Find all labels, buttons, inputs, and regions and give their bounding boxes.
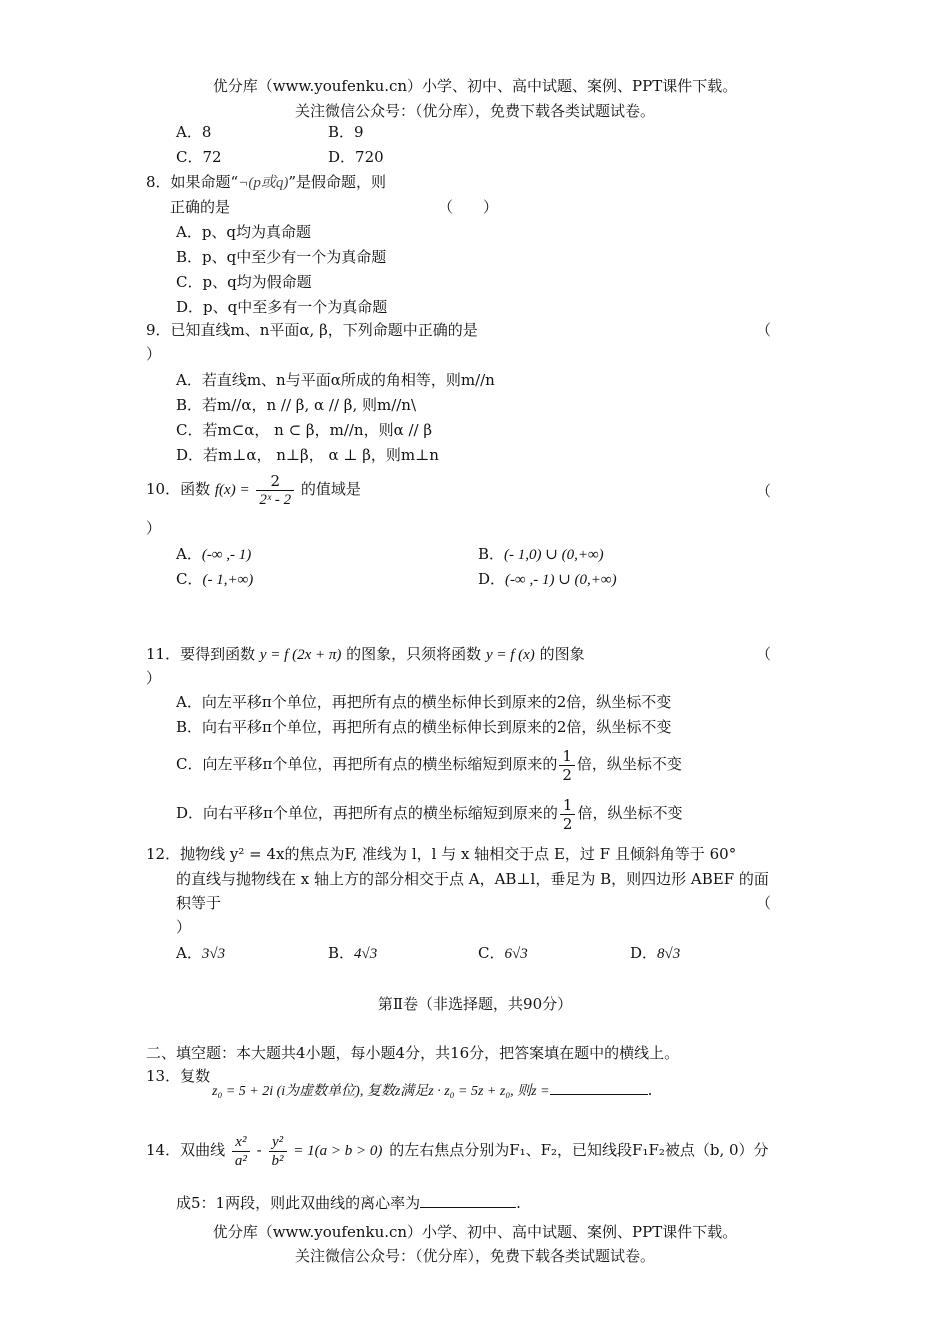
- q7-option-b: B．9: [328, 123, 364, 141]
- q8-stem: 8．如果命题“¬(p或q)”是假命题，则: [146, 173, 387, 191]
- q8-answer-paren: （ ）: [438, 198, 499, 216]
- q12-paren-left: （: [756, 894, 772, 912]
- q11-option-a: A．向左平移π个单位，再把所有点的横坐标伸长到原来的2倍，纵坐标不变: [176, 693, 672, 711]
- q9-option-d: D．若m⊥α， n⊥β， α ⊥ β，则m⊥n: [176, 446, 439, 464]
- q9-option-a: A．若直线m、n与平面α所成的角相等，则m//n: [176, 371, 495, 389]
- q10-option-b: B．(- 1,0) ∪ (0,+∞): [478, 545, 604, 563]
- q9-stem: 9．已知直线m、n平面α, β，下列命题中正确的是: [146, 321, 478, 339]
- q13-answer-blank[interactable]: [550, 1080, 648, 1095]
- fill-in-intro: 二、填空题：本大题共4小题，每小题4分，共16分，把答案填在题中的横线上。: [146, 1044, 680, 1062]
- q10-fraction: $\frac{2}{\text{2ˣ - 2}}$: [256, 472, 294, 509]
- q11-paren-left: （: [756, 645, 772, 663]
- q14-y-fraction: $\frac{\text{y²}}{\text{b²}}$: [269, 1133, 287, 1170]
- q10-paren-left: （: [756, 482, 772, 500]
- q13-expression: z₀ = 5 + 2i (i为虚数单位), 复数z满足z · z₀ = 5z + z₀, 则z = .: [212, 1081, 653, 1099]
- q11-paren-right: ）: [146, 669, 162, 687]
- q7-option-a: A．8: [176, 123, 212, 141]
- q11-c-half-fraction: $\frac{1}{2}$: [559, 747, 575, 784]
- q8-stem-cont: 正确的是: [170, 198, 231, 216]
- q8-option-a: A．p、q均为真命题: [176, 223, 312, 241]
- q10-option-c: C．(- 1,+∞): [176, 570, 254, 588]
- q12-line-2: 的直线与抛物线在 x 轴上方的部分相交于点 A，AB⊥l，垂足为 B，则四边形 ABEF 的面: [176, 870, 769, 888]
- q12-option-c: C．6√3: [478, 944, 528, 962]
- q7-option-d: D．720: [328, 148, 384, 166]
- q9-paren-right: ）: [146, 345, 162, 363]
- q14-answer-blank[interactable]: [420, 1193, 516, 1208]
- q9-option-b: B．若m//α，n // β, α // β, 则m//n\: [176, 396, 417, 414]
- q12-line-3: 积等于: [176, 894, 222, 912]
- q8-option-c: C．p、q均为假命题: [176, 273, 312, 291]
- q8-option-b: B．p、q中至少有一个为真命题: [176, 248, 387, 266]
- q11-stem: 11．要得到函数 y = f (2x + π) 的图象，只须将函数 y = f (x) 的图象: [146, 645, 585, 663]
- q14-x-fraction: $\frac{\text{x²}}{\text{a²}}$: [232, 1133, 250, 1170]
- header-line-1: 优分库（www.youfenku.cn）小学、初中、高中试题、案例、PPT课件下载。: [212, 77, 738, 95]
- q9-option-c: C．若m⊂α， n ⊂ β，m//n，则α // β: [176, 421, 433, 439]
- q12-line-1: 12．抛物线 y² = 4x的焦点为F, 准线为 l，l 与 x 轴相交于点 E，过 F 且倾斜角等于 60°: [146, 845, 737, 863]
- q12-option-b: B．4√3: [328, 944, 378, 962]
- q12-option-d: D．8√3: [630, 944, 681, 962]
- header-line-2: 关注微信公众号：（优分库），免费下载各类试题试卷。: [294, 102, 655, 120]
- q11-option-b: B．向右平移π个单位，再把所有点的横坐标伸长到原来的2倍，纵坐标不变: [176, 718, 672, 736]
- footer-line-1: 优分库（www.youfenku.cn）小学、初中、高中试题、案例、PPT课件下载。: [212, 1223, 738, 1241]
- q14-line-2: 成5：1两段，则此双曲线的离心率为 .: [176, 1194, 521, 1212]
- q9-paren-left: （: [756, 321, 772, 339]
- q14-stem: 14．双曲线 $\frac{\text{x²}}{\text{a²}}$ - $\frac{\text{y²}}{\text{b²}}$ = 1(a > b > 0) 的左右焦点分别为F₁、F₂，已知线段F₁F₂被点（b, 0）分: [146, 1133, 769, 1169]
- q13-stem: 13．复数: [146, 1067, 211, 1085]
- q10-stem: 10．函数 f(x) = $\frac{2}{\text{2ˣ - 2}}$ 的值域是: [146, 471, 361, 508]
- q7-option-c: C．72: [176, 148, 222, 166]
- q10-paren-right: ）: [146, 519, 162, 537]
- q12-option-a: A．3√3: [176, 944, 226, 962]
- q8-option-d: D．p、q中至多有一个为真命题: [176, 298, 388, 316]
- q10-option-d: D．(-∞ ,- 1) ∪ (0,+∞): [478, 570, 617, 588]
- q11-option-d: D．向右平移π个单位，再把所有点的横坐标缩短到原来的 $\frac{1}{2}$ 倍，纵坐标不变: [176, 795, 683, 833]
- footer-line-2: 关注微信公众号：（优分库），免费下载各类试题试卷。: [294, 1247, 655, 1265]
- q11-option-c: C．向左平移π个单位，再把所有点的横坐标缩短到原来的 $\frac{1}{2}$ 倍，纵坐标不变: [176, 746, 682, 784]
- q11-d-half-fraction: $\frac{1}{2}$: [560, 796, 576, 833]
- q10-option-a: A．(-∞ ,- 1): [176, 545, 252, 563]
- part2-title: 第Ⅱ卷（非选择题，共90分）: [377, 995, 573, 1013]
- q12-paren-right: ）: [176, 918, 192, 936]
